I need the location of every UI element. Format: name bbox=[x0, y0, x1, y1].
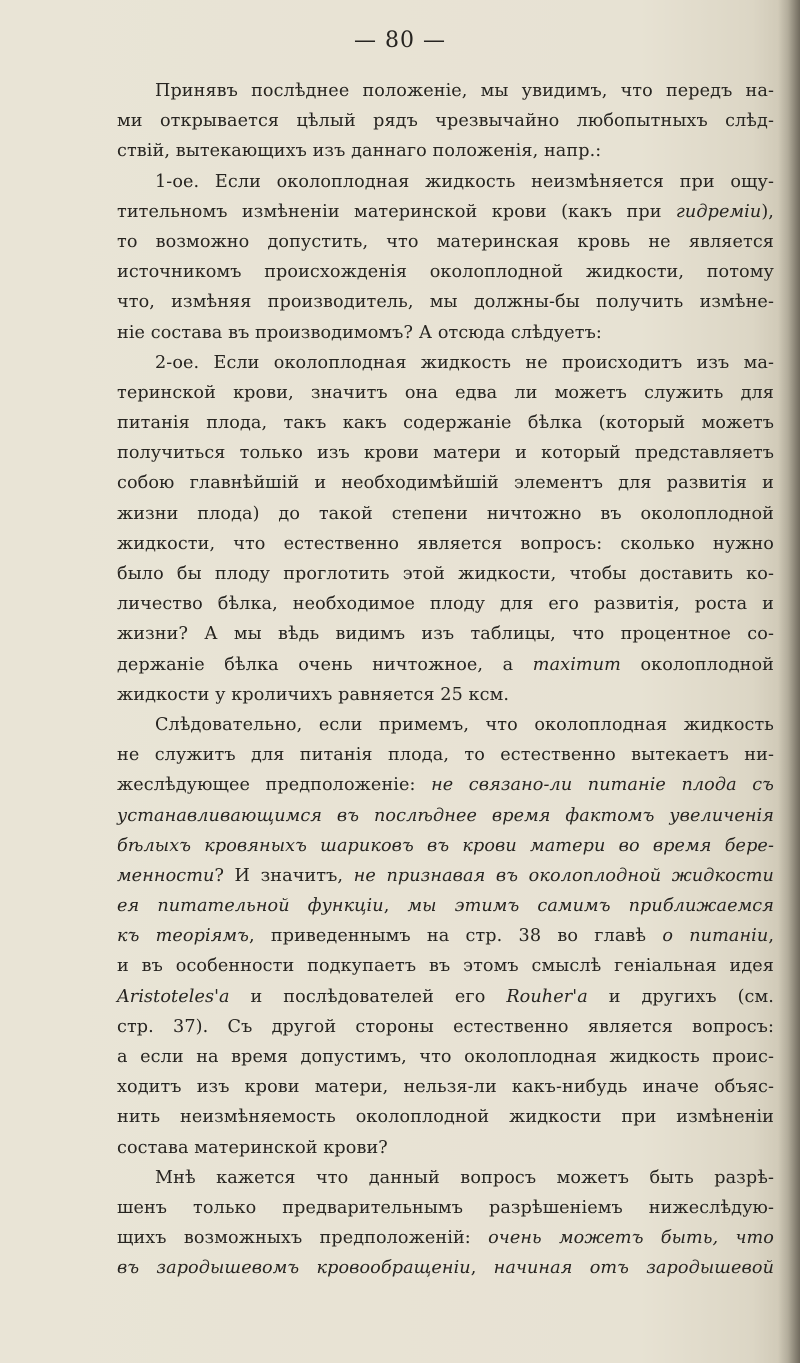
text-line: держаніе бѣлка очень ничтожное, а maximum околоплодной bbox=[117, 654, 774, 675]
text-line: получиться только изъ крови матери и который представляетъ bbox=[117, 443, 774, 464]
text-line: что, измѣняя производитель, мы должны-бы получить измѣне- bbox=[117, 292, 774, 313]
text-line: питанія плода, такъ какъ содержаніе бѣлка (который можетъ bbox=[117, 413, 774, 434]
text-line: было бы плоду проглотить этой жидкости, чтобы доставить ко- bbox=[117, 564, 774, 584]
text-line: щихъ возможныхъ предположеній: очень можетъ быть, что bbox=[117, 1228, 774, 1249]
text-line: бѣлыхъ кровяныхъ шариковъ въ крови матери во время бере- bbox=[117, 835, 774, 856]
text-line: Мнѣ кажется что данный вопросъ можетъ быть разрѣ- bbox=[155, 1167, 774, 1188]
text-line: ніе состава въ производимомъ? А отсюда слѣдуетъ: bbox=[117, 322, 602, 343]
text-line: личество бѣлка, необходимое плоду для его развитія, роста и bbox=[117, 594, 774, 615]
text-line: къ теоріямъ, приведеннымъ на стр. 38 во главѣ о питаніи, bbox=[117, 926, 775, 947]
text-line: ея питательной функціи, мы этимъ самимъ приближаемся bbox=[117, 896, 774, 917]
text-line: нить неизмѣняемость околоплодной жидкости при измѣненіи bbox=[117, 1107, 774, 1128]
text-line: и въ особенности подкупаетъ въ этомъ смыслѣ геніальная идея bbox=[117, 956, 774, 977]
text-line: состава материнской крови? bbox=[117, 1137, 388, 1158]
text-line: стр. 37). Съ другой стороны естественно является вопросъ: bbox=[117, 1016, 774, 1037]
text-line: жидкости у кроличихъ равняется 25 ксм. bbox=[117, 684, 510, 705]
text-line: жизни плода) до такой степени ничтожно въ околоплодной bbox=[117, 503, 774, 524]
text-line: Слѣдовательно, если примемъ, что околоплодная жидкость bbox=[155, 714, 774, 735]
text-line: не служитъ для питанія плода, то естественно вытекаетъ ни- bbox=[117, 745, 774, 766]
text-line: собою главнѣйшій и необходимѣйшій элементъ для развитія и bbox=[117, 473, 774, 494]
text-line: ствій, вытекающихъ изъ даннаго положенія, напр.: bbox=[117, 141, 602, 162]
text-line: Принявъ послѣднее положеніе, мы увидимъ, что передъ на- bbox=[155, 81, 774, 101]
page-edge-shadow bbox=[778, 0, 800, 1363]
text-line: теринской крови, значитъ она едва ли можетъ служить для bbox=[117, 382, 774, 403]
page-number: — 80 — bbox=[354, 28, 446, 53]
text-line: 2-ое. Если околоплодная жидкость не происходитъ изъ ма- bbox=[155, 352, 774, 373]
text-line: ходитъ изъ крови матери, нельзя-ли какъ-нибудь иначе объяс- bbox=[117, 1077, 774, 1098]
text-line: источникомъ происхожденія околоплодной жидкости, потому bbox=[117, 262, 774, 283]
text-line: жидкости, что естественно является вопросъ: сколько нужно bbox=[117, 533, 774, 554]
text-line: менности? И значитъ, не признавая въ околоплодной жидкости bbox=[117, 865, 774, 886]
text-line: ми открывается цѣлый рядъ чрезвычайно любопытныхъ слѣд- bbox=[117, 111, 774, 132]
body-text bbox=[117, 76, 774, 1284]
text-line: жеслѣдующее предположеніе: не связано-ли питаніе плода съ bbox=[117, 775, 774, 796]
text-line: Aristoteles'а и послѣдователей его Rouher'а и другихъ (см. bbox=[117, 986, 774, 1007]
text-line: шенъ только предварительнымъ разрѣшеніемъ нижеслѣдую- bbox=[117, 1197, 774, 1218]
text-line: въ зародышевомъ кровообращеніи, начиная отъ зародышевой bbox=[117, 1258, 774, 1279]
text-line: то возможно допустить, что материнская кровь не является bbox=[117, 231, 774, 252]
text-line: тительномъ измѣненіи материнской крови (какъ при гидреміи), bbox=[117, 201, 774, 222]
text-line: а если на время допустимъ, что околоплодная жидкость проис- bbox=[117, 1047, 774, 1067]
text-line: 1-ое. Если околоплодная жидкость неизмѣняется при ощу- bbox=[155, 171, 774, 192]
text-line: устанавливающимся въ послѣднее время фактомъ увеличенія bbox=[117, 805, 774, 826]
text-line: жизни? А мы вѣдь видимъ изъ таблицы, что процентное со- bbox=[117, 624, 774, 645]
